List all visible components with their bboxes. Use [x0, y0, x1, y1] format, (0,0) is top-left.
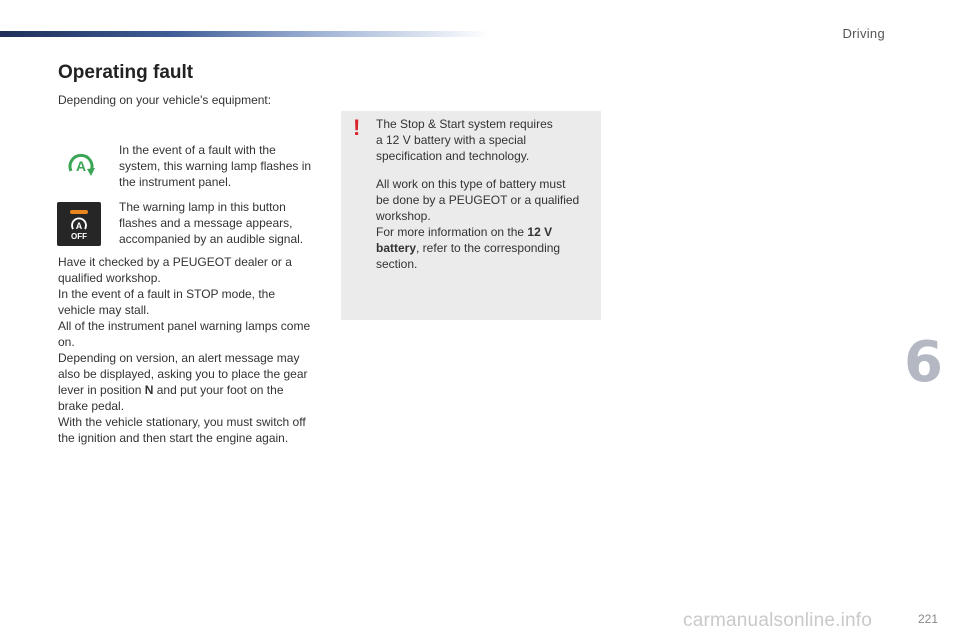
warning-paragraph-2: All work on this type of battery must be done by a PEUGEOT or a qualified workshop. For more information on the 12 V battery, refer to the corresponding section.	[376, 177, 580, 271]
fault-body-text: Have it checked by a PEUGEOT dealer or a qualified workshop. In the event of a fault in STOP mode, the vehicle may stall. All of the instrument panel warning lamps come on. Depending on version, an alert message may also be displayed, asking you to place the gear lever in position N and put your foot on the brake pedal. With the vehicle stationary, you must switch off the ignition and then start the engine again.	[58, 255, 311, 445]
page-number: 221	[917, 612, 938, 626]
warning-paragraph-1: The Stop & Start system requires a 12 V battery with a special specification and technology.	[376, 117, 553, 163]
watermark: carmanualsonline.info	[683, 610, 873, 631]
auto-stop-start-icon	[70, 217, 88, 233]
exclamation-warning-icon: !	[353, 115, 361, 140]
off-label: OFF	[71, 232, 87, 241]
lamp-description: In the event of a fault with the system, this warning lamp flashes in the instrument panel.	[119, 143, 312, 189]
header-gradient-bar	[0, 31, 490, 37]
stop-start-off-button-icon	[57, 202, 101, 246]
intro-text: Depending on your vehicle's equipment:	[58, 93, 272, 107]
section-label: Driving	[842, 26, 885, 41]
svg-text:A: A	[75, 221, 83, 231]
page-title: Operating fault	[58, 62, 194, 83]
svg-text:A: A	[75, 158, 87, 174]
battery-warning-box	[341, 111, 601, 320]
stop-start-warning-lamp-icon	[66, 150, 96, 180]
button-description: The warning lamp in this button flashes and a message appears, accompanied by an audible signal.	[119, 200, 304, 246]
chapter-number: 6	[904, 330, 943, 395]
orange-lamp-indicator	[70, 210, 88, 214]
